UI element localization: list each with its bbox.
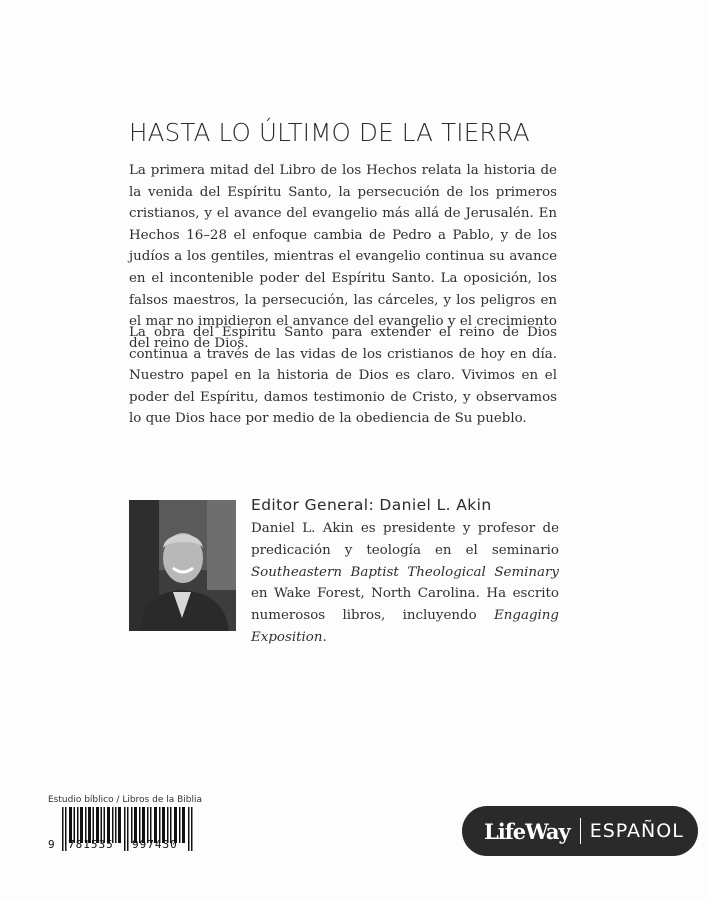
bio-text-2: en Wake Forest, North Carolina. Ha escrito numerosos libros, incluyendo xyxy=(251,586,559,624)
barcode xyxy=(62,807,197,865)
editor-photo xyxy=(129,500,236,631)
category-label: Estudio bíblico / Libros de la Biblia xyxy=(48,795,203,805)
editor-heading: Editor General: Daniel L. Akin xyxy=(251,496,492,514)
description-paragraph-2: La obra del Espíritu Santo para extender el reino de Dios continua a través de las vidas de los cristianos de hoy en día. Nuestro papel en la historia de Dios es claro. Vivimos en el poder del Espíritu, damos testimonio de Cristo, y observamos lo que Dios hace por medio de la obediencia de Su pueblo. xyxy=(129,325,557,427)
bio-end: . xyxy=(322,629,327,645)
publisher-logo xyxy=(462,806,698,856)
editor-bio xyxy=(251,518,559,649)
description-paragraph-1: La primera mitad del Libro de los Hechos relata la historia de la venida del Espíritu Santo, la persecución de los primeros cristianos, y el avance del evangelio más allá de Jerusalén. En Hechos 16–28 el enfoque cambia de Pedro a Pablo, y de los judíos a los gentiles, mientras el evangelio continua su avance en el incontenible poder del Espíritu Santo. La oposición, los falsos maestros, la persecución, las cárceles, y los peligros en el mar no impidieron el anvance del evangelio y el crecimiento del reino de Dios. xyxy=(129,163,557,351)
logo-brand: LifeWay xyxy=(484,818,570,844)
book-name: Engaging Exposition xyxy=(251,608,559,645)
isbn-lead-digit: 9 xyxy=(48,838,56,851)
bio-text: Daniel L. Akin es presidente y profesor de predicación y teología en el seminario xyxy=(251,521,559,558)
logo-language: ESPAÑOL xyxy=(589,820,684,842)
logo-divider xyxy=(580,818,581,844)
book-title: HASTA LO ÚLTIMO DE LA TIERRA xyxy=(129,118,530,147)
seminary-name: Southeastern Baptist Theological Seminary xyxy=(251,564,559,580)
isbn-group-2: 997430 xyxy=(132,838,178,851)
isbn-group-1: 781535 xyxy=(68,838,114,851)
